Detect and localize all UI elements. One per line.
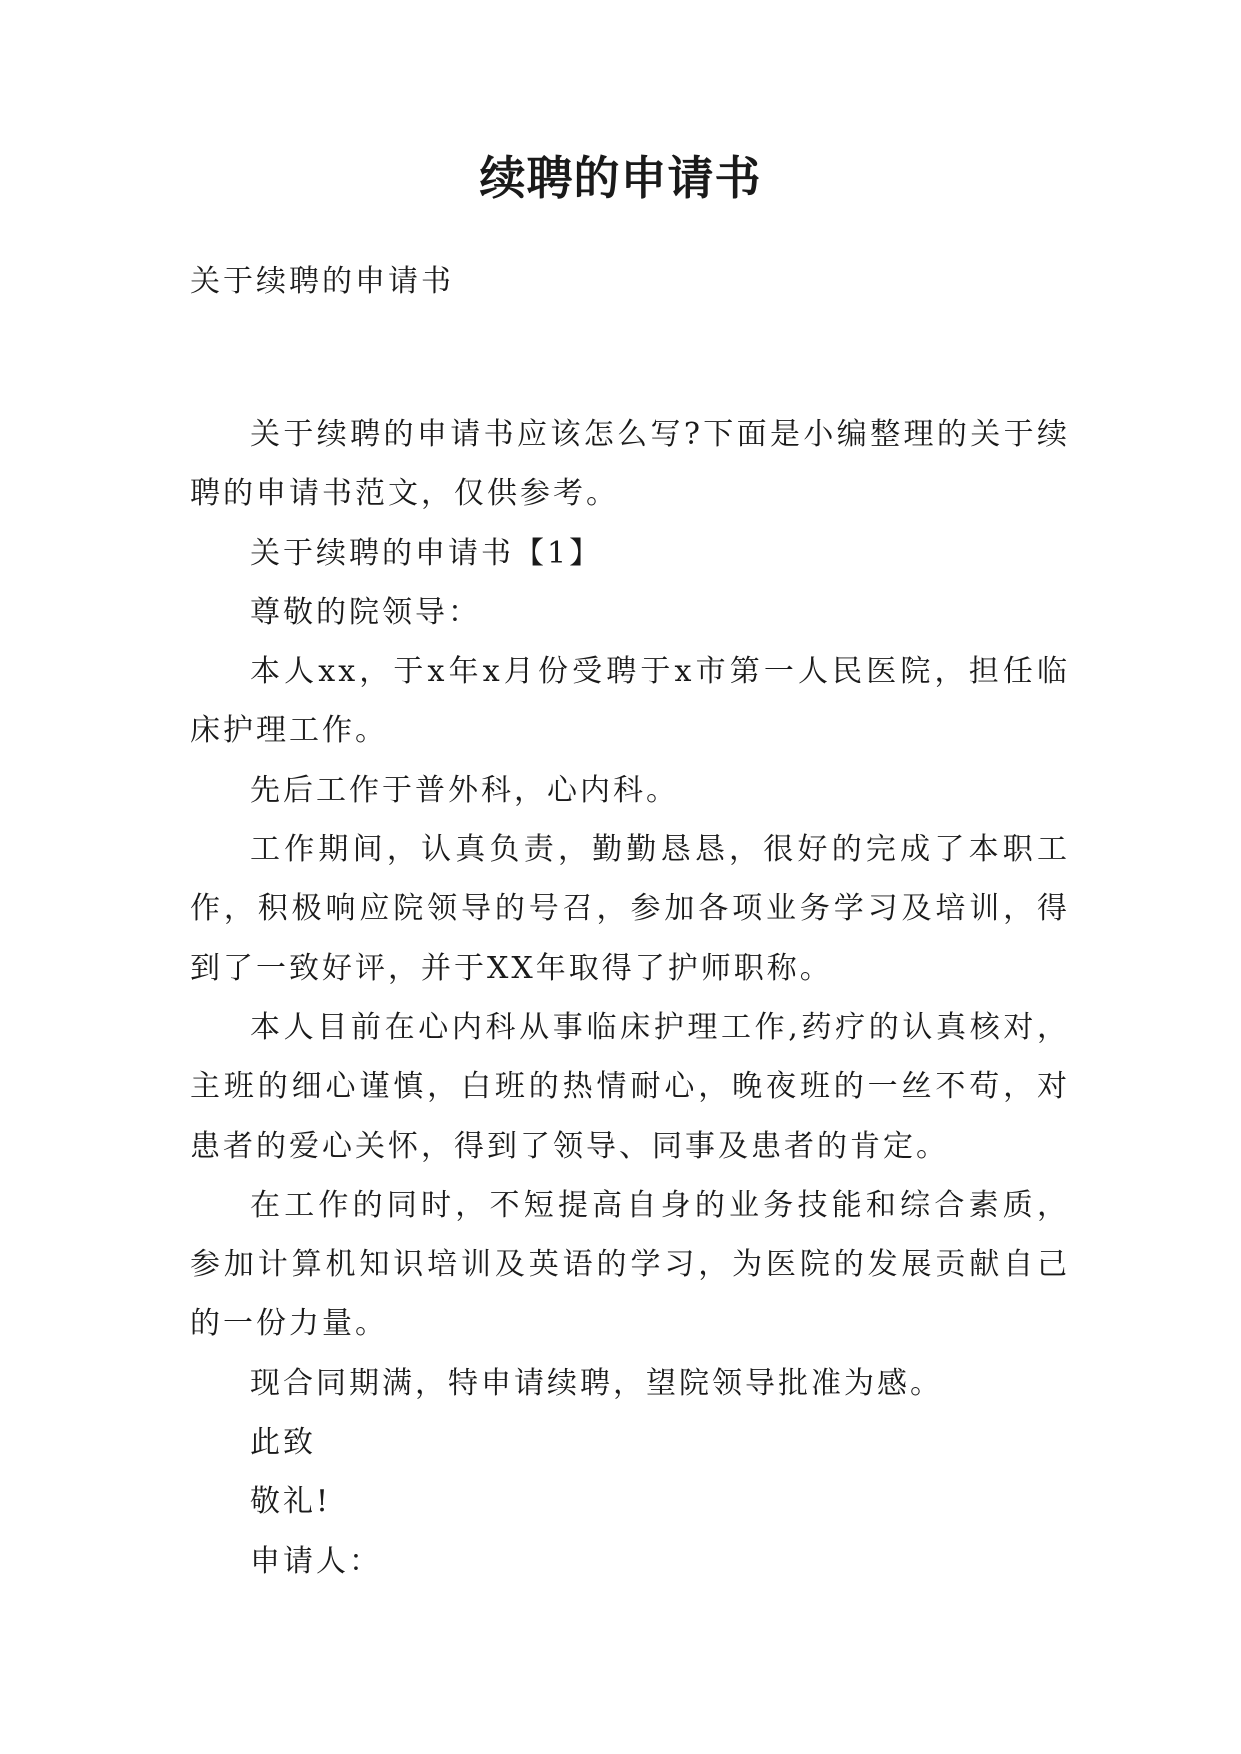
paragraph-departments: 先后工作于普外科，心内科。 <box>250 772 679 808</box>
document-subtitle: 关于续聘的申请书 <box>190 264 454 299</box>
document-title: 续聘的申请书 <box>479 151 762 205</box>
closing-line-2: 敬礼! <box>250 1484 332 1520</box>
paragraph-self-improvement: 在工作的同时，不短提高自身的业务技能和综合素质，参加计算机知识培训及英语的学习，为医院的发展贡献自己的一份力量。 <box>190 1187 1070 1342</box>
paragraph-request: 现合同期满，特申请续聘，望院领导批准为感。 <box>250 1365 943 1401</box>
signature-label: 申请人： <box>250 1543 382 1579</box>
closing-line-1: 此致 <box>250 1425 316 1461</box>
document-body <box>190 405 1070 1591</box>
paragraph-work-period: 工作期间，认真负责，勤勤恳恳，很好的完成了本职工作，积极响应院领导的号召，参加各项业务学习及培训，得到了一致好评，并于XX年取得了护师职称。 <box>190 832 1070 986</box>
section-heading: 关于续聘的申请书【1】 <box>250 535 603 571</box>
salutation: 尊敬的院领导： <box>250 594 481 630</box>
paragraph-current-work: 本人目前在心内科从事临床护理工作,药疗的认真核对，主班的细心谨慎，白班的热情耐心，晚夜班的一丝不苟，对患者的爱心关怀，得到了领导、同事及患者的肯定。 <box>190 1009 1070 1164</box>
paragraph-background: 本人xx，于x年x月份受聘于x市第一人民医院，担任临床护理工作。 <box>190 654 1070 749</box>
paragraph-intro: 关于续聘的申请书应该怎么写?下面是小编整理的关于续聘的申请书范文，仅供参考。 <box>190 417 1070 512</box>
